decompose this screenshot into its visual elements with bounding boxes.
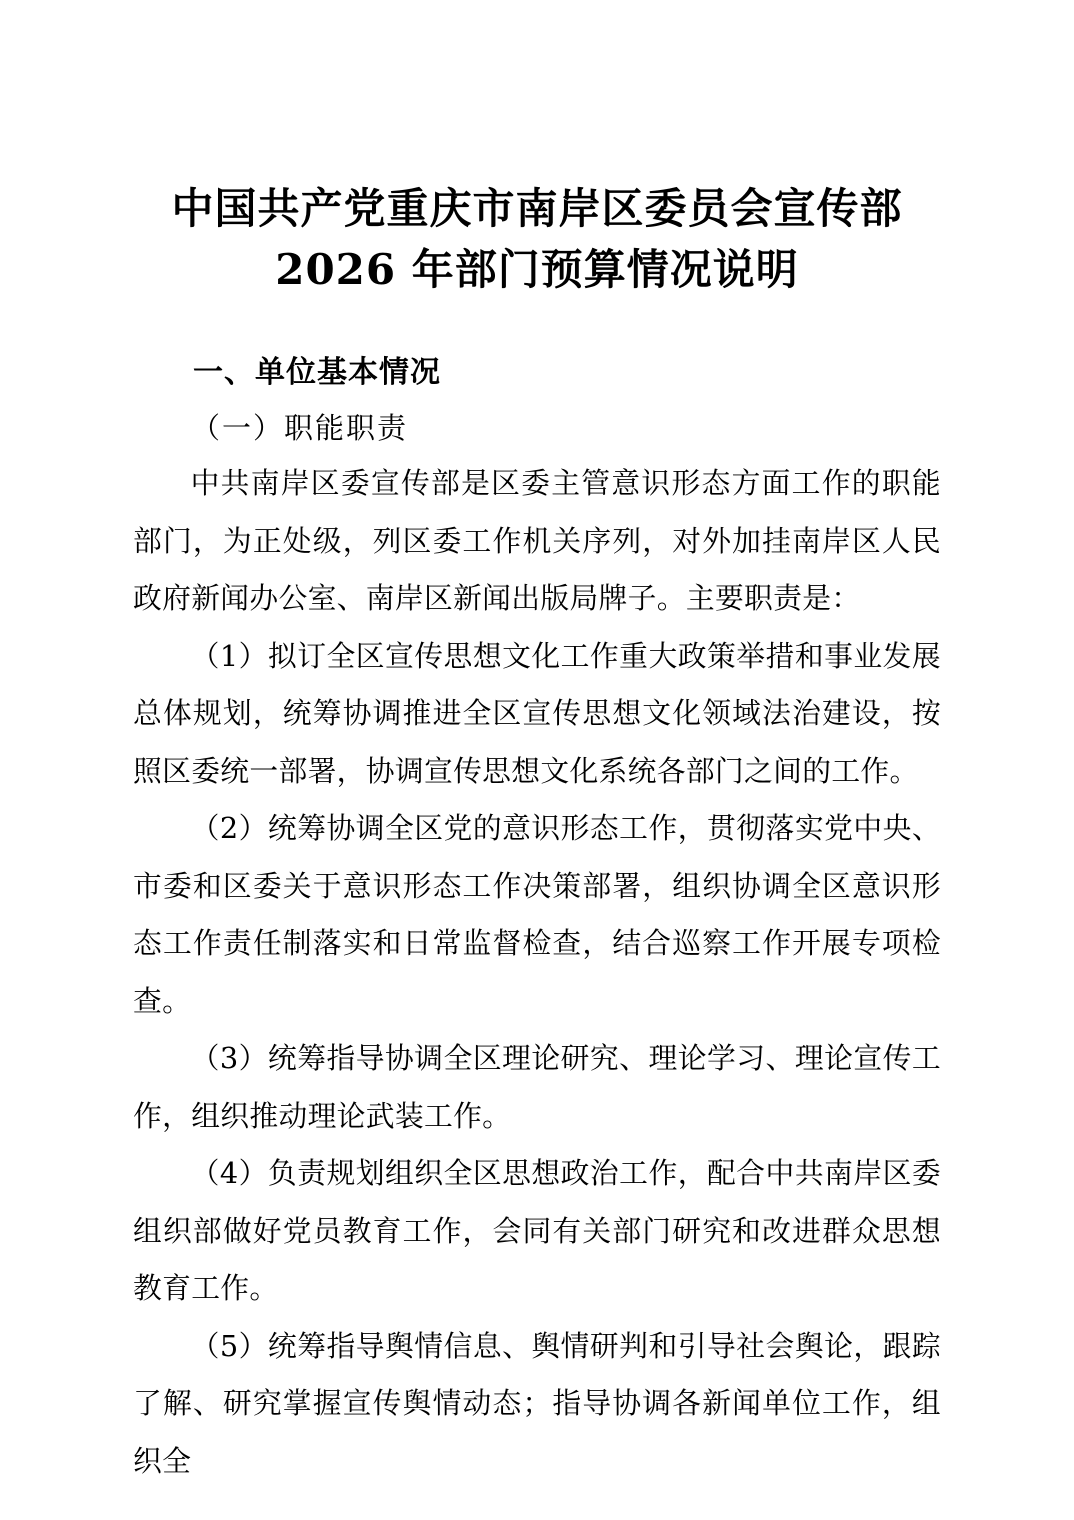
document-title-line-1: 中国共产党重庆市南岸区委员会宣传部: [171, 184, 903, 233]
body-paragraph-duty-1: （1）拟订全区宣传思想文化工作重大政策举措和事业发展总体规划，统筹协调推进全区宣传思想文化领域法治建设，按照区委统一部署，协调宣传思想文化系统各部门之间的工作。: [133, 638, 941, 788]
body-paragraph-duty-3: （3）统筹指导协调全区理论研究、理论学习、理论宣传工作，组织推动理论武装工作。: [133, 1041, 941, 1133]
section-heading-unit-basic-info: 一、单位基本情况: [193, 355, 441, 390]
document-body: [133, 455, 941, 1490]
body-paragraph-duty-5: （5）统筹指导舆情信息、舆情研判和引导社会舆论，跟踪了解、研究掌握宣传舆情动态；指导协调各新闻单位工作，组织全: [133, 1328, 941, 1478]
subsection-heading-duties: （一）职能职责: [191, 411, 409, 445]
body-paragraph-duty-4: （4）负责规划组织全区思想政治工作，配合中共南岸区委组织部做好党员教育工作，会同有关部门研究和改进群众思想教育工作。: [133, 1156, 941, 1305]
body-paragraph-duty-2: （2）统筹协调全区党的意识形态工作，贯彻落实党中央、市委和区委关于意识形态工作决策部署，组织协调全区意识形态工作责任制落实和日常监督检查，结合巡察工作开展专项检查。: [133, 811, 941, 1018]
body-paragraph-intro: 中共南岸区委宣传部是区委主管意识形态方面工作的职能部门，为正处级，列区委工作机关序列，对外加挂南岸区人民政府新闻办公室、南岸区新闻出版局牌子。主要职责是：: [133, 466, 941, 615]
document-title-line-2: 2026 年部门预算情况说明: [275, 245, 799, 294]
document-title: [133, 0, 941, 300]
